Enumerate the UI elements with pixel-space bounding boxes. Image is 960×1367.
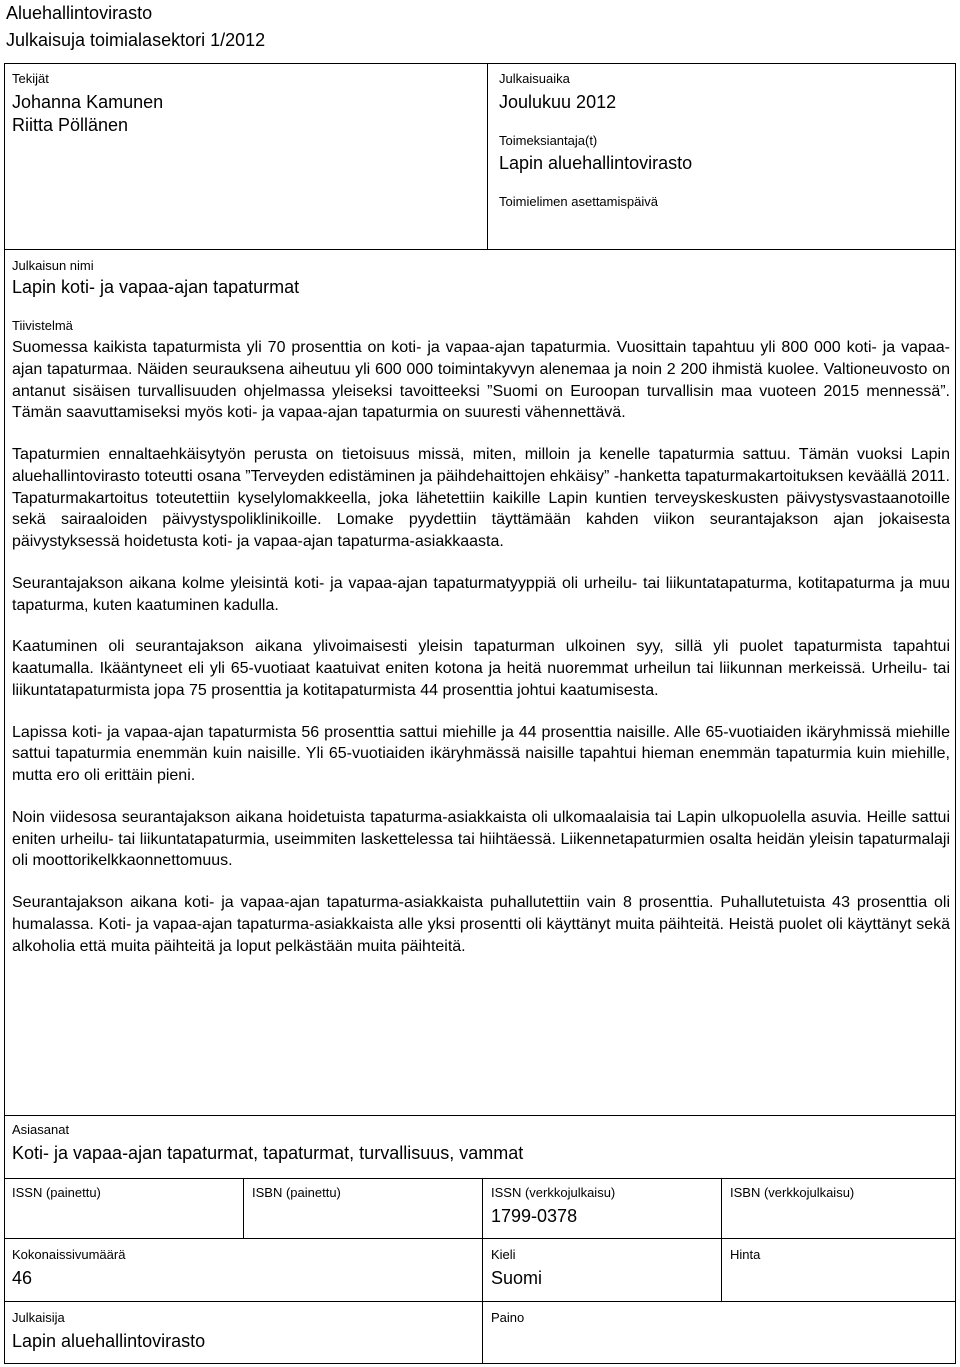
issn-online-value: 1799-0378	[491, 1206, 578, 1226]
summary-paragraph: Noin viidesosa seurantajakson aikana hoidetuista tapaturma-asiakkaista oli ulkomaalaisia tai Lapin ulkopuolella asuvia. Heille sattui eniten urheilu- tai liikuntatapaturmia, useimmiten laskettelessa tai hiihtäessä. Liikennetapaturmien osalta heidän yleisin tapaturmalaji oli moottorikelkkaonnettomuus.	[12, 808, 950, 870]
summary-paragraph: Seurantajakson aikana koti- ja vapaa-ajan tapaturma-asiakkaista puhallutettiin vain 8 prosenttia. Puhallutetuista 43 prosenttia oli humalassa. Koti- ja vapaa-ajan tapaturma-asiakkaista alle yksi prosentti oli käyttänyt muita päihteitä. Heistä puolet oli käyttänyt sekä alkoholia että muita päihteitä ja loput pelkästään muita päihteitä.	[12, 894, 950, 955]
summary-paragraph: Suomessa kaikista tapaturmista yli 70 prosenttia on koti- ja vapaa-ajan tapaturmia. Vuosittain tapahtuu yli 800 000 koti- ja vapaa-ajan tapaturmaa. Näiden seurauksena aiheutuu yli 600 000 toimintakyvyn alenemaa ja noin 2 200 ihmistä kuolee. Valtioneuvosto on antanut sisäisen turvallisuuden ohjelmassa yleiseksi tavoitteeksi ”Suomi on Euroopan turvallisin maa vuoteen 2015 mennessä”. Tämän saavuttamiseksi myös koti- ja vapaa-ajan tapaturmia on suuresti vähennettävä.	[12, 339, 950, 422]
isbn-online-label: ISBN (verkkojulkaisu)	[730, 1185, 855, 1200]
authors-label: Tekijät	[12, 71, 49, 86]
summary-text	[12, 337, 950, 977]
summary-paragraph: Lapissa koti- ja vapaa-ajan tapaturmista 56 prosenttia sattui miehille ja 44 prosenttia naisille. Alle 65-vuotiaiden ikäryhmissä miehille sattui tapaturmia enemmän kuin naisille. Yli 65-vuotiaiden ikäryhmässä naisille tapahtui hieman enemmän tapaturmia kuin miehille, mutta ero oli erittäin pieni.	[12, 723, 950, 784]
summary-paragraph: Tapaturmien ennaltaehkäisytyön perusta on tietoisuus missä, miten, milloin ja kenelle tapaturmia sattuu. Tämän vuoksi Lapin aluehallintovirasto toteutti osana ”Terveyden edistäminen ja päihdehaittojen ehkäisy” -hanketta tapaturmakartoituksen keväällä 2011. Tapaturmakartoitus toteutettiin kyselylomakkeella, joka lähetettiin kaikille Lapin kuntien terveyskeskusten päivystysvastaanotoille sekä sairaaloiden päivystyspoliklinikoille. Lomake pyydettiin täyttämään kahden viikon seurantajakson ajan jokaisesta päivystyksessä hoidetusta koti- ja vapaa-ajan tapaturma-asiakkaasta.	[12, 446, 950, 550]
appointment-date-label: Toimielimen asettamispäivä	[499, 194, 658, 209]
keywords-label: Asiasanat	[12, 1122, 70, 1137]
page-count-label: Kokonaissivumäärä	[12, 1247, 126, 1262]
summary-paragraph: Kaatuminen oli seurantajakson aikana ylivoimaisesti yleisin tapaturman ulkoinen syy, sillä yli puolet tapaturmista tapahtui kaatumalla. Ikääntyneet eli yli 65-vuotiaat kaatuivat eniten kotona ja heitä nuoremmat urheilun tai liikunnan merkeissä. Urheilu- tai liikuntatapaturmista jopa 75 prosenttia ja kotitapaturmista 44 prosenttia johtui kaatumisesta.	[12, 638, 950, 699]
publication-date-label: Julkaisuaika	[499, 71, 570, 86]
language-label: Kieli	[491, 1247, 516, 1262]
page-count-value: 46	[12, 1268, 33, 1288]
publisher-value: Lapin aluehallintovirasto	[12, 1331, 206, 1351]
publisher-label: Julkaisija	[12, 1310, 65, 1325]
commissioner-value: Lapin aluehallintovirasto	[499, 153, 693, 173]
summary-label: Tiivistelmä	[12, 318, 73, 333]
issn-print-label: ISSN (painettu)	[12, 1185, 101, 1200]
publication-series: Julkaisuja toimialasektori 1/2012	[6, 30, 266, 50]
summary-paragraph: Seurantajakson aikana kolme yleisintä koti- ja vapaa-ajan tapaturmatyyppiä oli urheilu- tai liikuntatapaturma, kotitapaturma ja muu tapaturma, kuten kaatuminen kadulla.	[12, 574, 950, 614]
language-value: Suomi	[491, 1268, 543, 1288]
divider-pages	[4, 1238, 956, 1239]
divider-vertical-top	[487, 63, 488, 249]
publication-title-label: Julkaisun nimi	[12, 258, 94, 273]
publication-title-value: Lapin koti- ja vapaa-ajan tapaturmat	[12, 277, 300, 297]
price-label: Hinta	[730, 1247, 761, 1262]
divider-col-2	[482, 1178, 483, 1364]
author-name: Riitta Pöllänen	[12, 115, 129, 135]
publication-date-value: Joulukuu 2012	[499, 92, 617, 112]
issn-online-label: ISSN (verkkojulkaisu)	[491, 1185, 616, 1200]
divider-col-3	[721, 1178, 722, 1301]
organization-name: Aluehallintovirasto	[6, 3, 153, 23]
divider-keywords	[4, 1115, 956, 1116]
commissioner-label: Toimeksiantaja(t)	[499, 133, 598, 148]
printer-label: Paino	[491, 1310, 525, 1325]
divider-identifiers	[4, 1178, 956, 1179]
divider-col-1	[243, 1178, 244, 1238]
divider-publisher	[4, 1301, 956, 1302]
divider-title	[4, 249, 956, 250]
isbn-print-label: ISBN (painettu)	[252, 1185, 341, 1200]
author-name: Johanna Kamunen	[12, 92, 164, 112]
keywords-value: Koti- ja vapaa-ajan tapaturmat, tapaturmat, turvallisuus, vammat	[12, 1143, 524, 1163]
